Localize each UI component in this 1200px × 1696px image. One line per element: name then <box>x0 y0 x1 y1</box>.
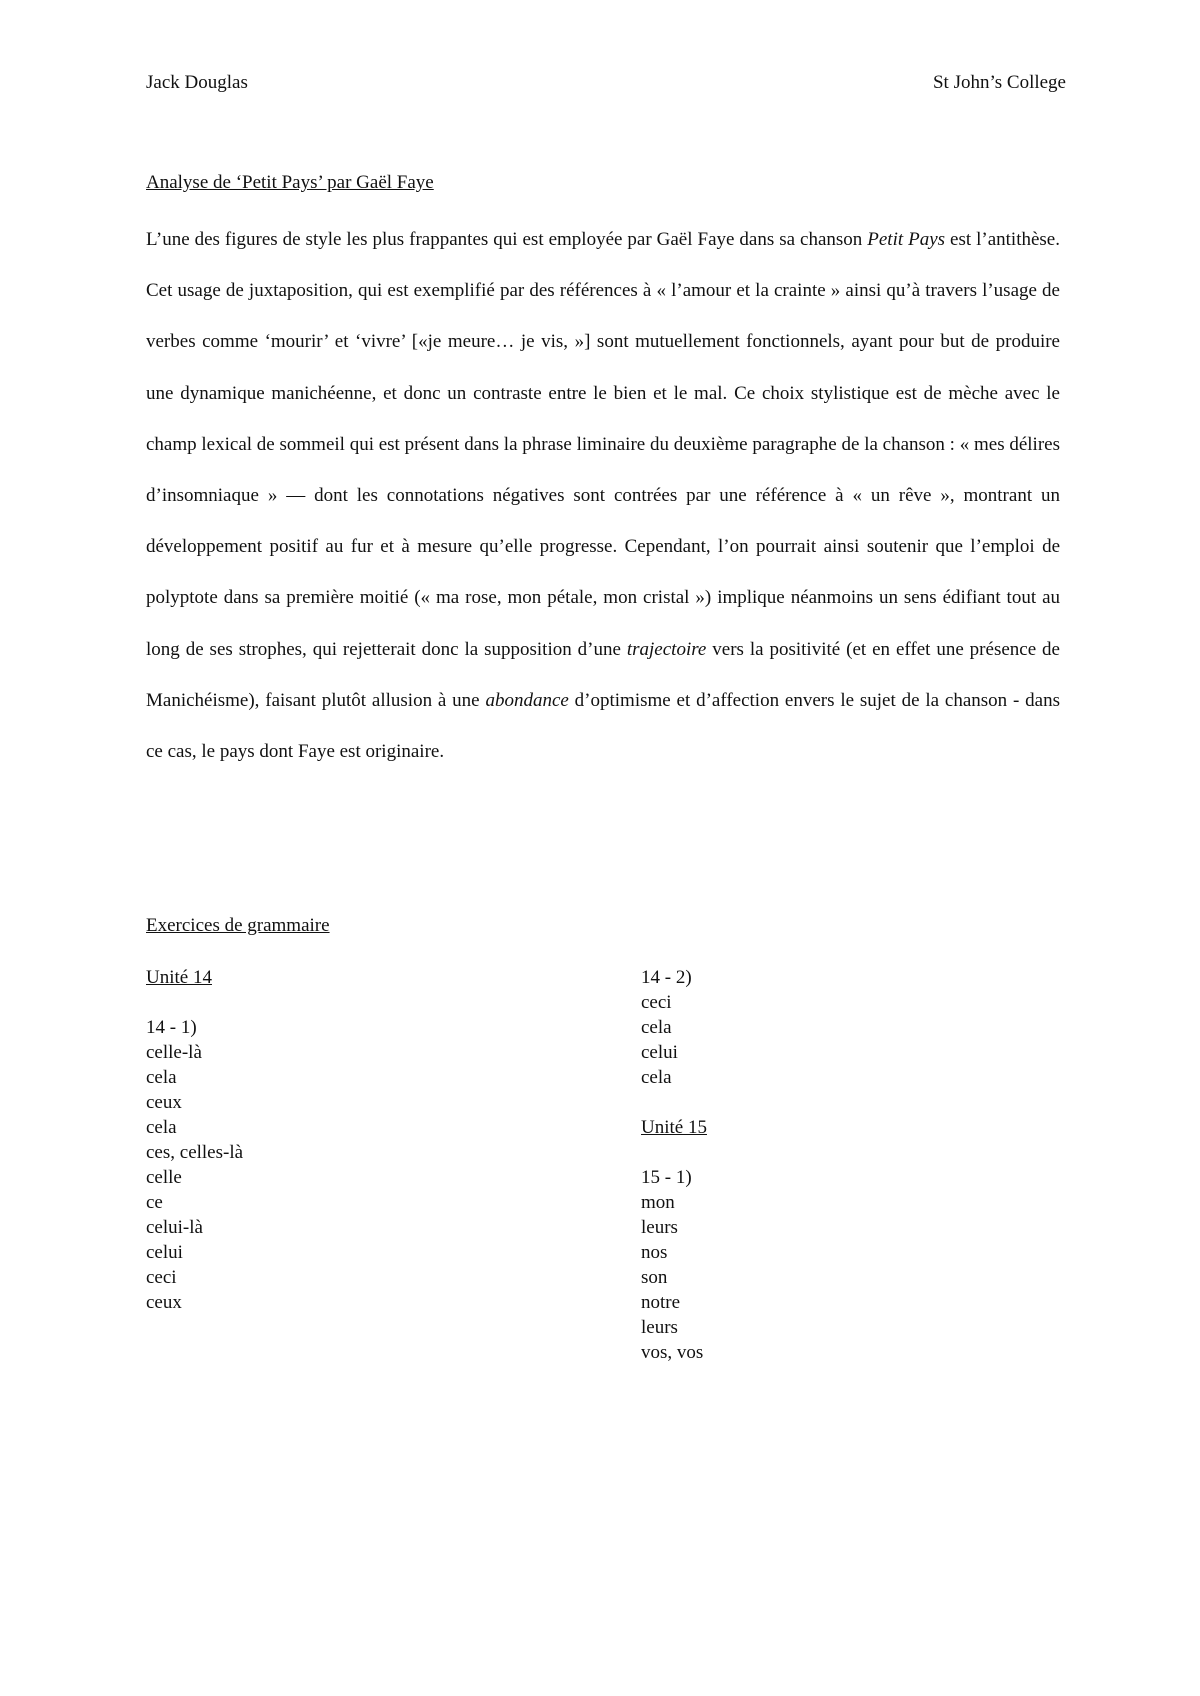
answer-item: ceci <box>641 992 672 1013</box>
essay-paragraph <box>146 214 1060 777</box>
exercise-title: 15 - 1) <box>641 1167 692 1188</box>
answer-item: ceux <box>146 1292 182 1313</box>
answer-item: mon <box>641 1192 675 1213</box>
answer-item: ceux <box>146 1092 182 1113</box>
answer-item: leurs <box>641 1217 678 1238</box>
spacer <box>641 1090 707 1115</box>
essay-text: L’une des figures de style les plus frappantes qui est employée par Gaël Faye dans sa chanson <box>146 229 868 250</box>
answer-item: cela <box>641 1067 672 1088</box>
unit-title: Unité 15 <box>641 1117 707 1138</box>
answer-item: celle <box>146 1167 182 1188</box>
exercise-title: 14 - 1) <box>146 1017 197 1038</box>
essay-italic-word: abondance <box>485 689 569 711</box>
answer-item: ce <box>146 1192 163 1213</box>
essay-text: vers la positivité (et en effet une présence de Manichéisme), faisant plutôt allusion à une <box>146 638 1060 711</box>
grammar-title: Exercices de grammaire <box>146 915 330 936</box>
essay-text: d’optimisme et d’affection envers le sujet de la chanson - dans ce cas, le pays dont Faye est originaire. <box>146 689 1060 763</box>
answer-item: celui-là <box>146 1217 203 1238</box>
answer-item: notre <box>641 1292 681 1313</box>
essay-italic-word: trajectoire <box>626 638 707 660</box>
essay-text: est l’antithèse. Cet usage de juxtaposition, qui est exemplifié par des références à « l’amour et la crainte » ainsi qu’à travers l’usage de verbes comme ‘mourir’ et ‘vivre’ [«je meure… je vis, »] sont mutuellement fonctionnels, ayant pour but de produire une dynamique manichéenne, et donc un contraste entre le bien et le mal. Ce choix stylistique est de mèche avec le champ lexical de sommeil qui est présent dans la phrase liminaire du deuxième paragraphe de la chanson : « mes délires d’insomniaque » — dont les connotations négatives sont contrées par une référence à « un rêve », montrant un développement positif au fur et à mesure qu’elle progresse. Cependant, l’on pourrait ainsi soutenir que l’emploi de polyptote dans sa première moitié (« ma rose, mon pétale, mon cristal ») implique néanmoins un sens édifiant tout au long de ses strophes, qui rejetterait donc la supposition d’une <box>146 229 1060 660</box>
answer-item: cela <box>641 1017 672 1038</box>
answer-item: celui <box>146 1242 183 1263</box>
answer-item: ceci <box>146 1267 177 1288</box>
answer-item: son <box>641 1267 668 1288</box>
grammar-left-column <box>146 965 243 1315</box>
unit-title: Unité 14 <box>146 967 212 988</box>
answer-item: nos <box>641 1242 668 1263</box>
header-author: Jack Douglas <box>146 72 248 93</box>
essay-title: Analyse de ‘Petit Pays’ par Gaël Faye <box>146 172 434 193</box>
answer-item: ces, celles-là <box>146 1142 244 1163</box>
grammar-right-column <box>641 965 707 1365</box>
essay-italic-title: Petit Pays <box>867 229 946 250</box>
answer-item: celle-là <box>146 1042 202 1063</box>
answer-item: cela <box>146 1117 177 1138</box>
answer-item: leurs <box>641 1317 678 1338</box>
spacer <box>641 1140 707 1165</box>
answer-item: vos, vos <box>641 1342 704 1363</box>
answer-item: cela <box>146 1067 177 1088</box>
exercise-title: 14 - 2) <box>641 967 692 988</box>
answer-item: celui <box>641 1042 678 1063</box>
header-college: St John’s College <box>932 72 1066 93</box>
spacer <box>146 990 243 1015</box>
